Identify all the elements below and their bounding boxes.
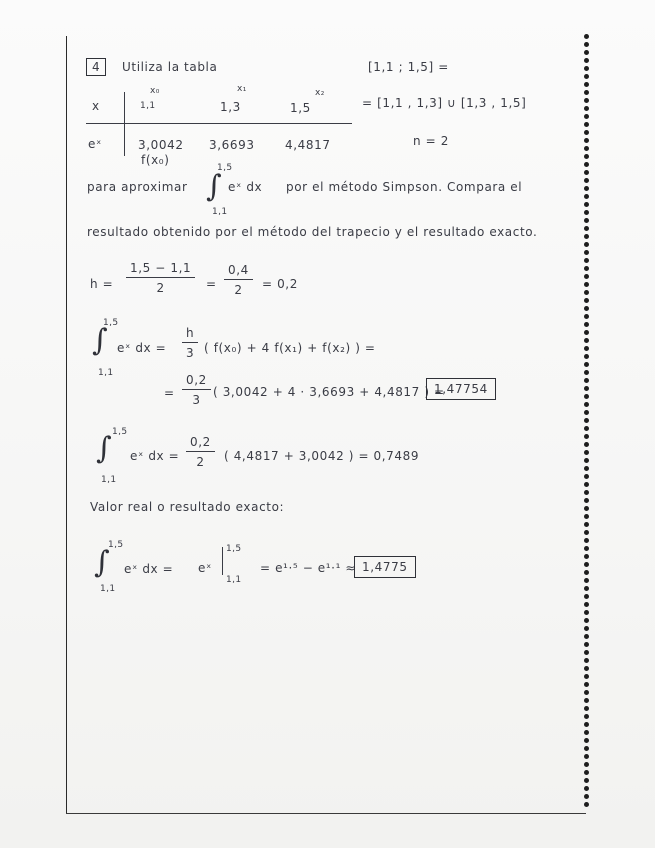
- spiral-hole: [584, 762, 589, 767]
- spiral-hole: [584, 570, 589, 575]
- spiral-hole: [584, 490, 589, 495]
- spiral-hole: [584, 666, 589, 671]
- spiral-hole: [584, 746, 589, 751]
- spiral-hole: [584, 234, 589, 239]
- simpson-upper-limit: 1,5: [103, 318, 119, 328]
- subinterval-expression: = [1,1 , 1,3] ∪ [1,3 , 1,5]: [362, 96, 527, 110]
- trapezoid-integral-sign: ∫: [96, 431, 112, 466]
- simpson-fraction-2-denominator: 3: [192, 393, 201, 407]
- exact-integral-sign: ∫: [94, 545, 110, 580]
- spiral-hole: [584, 282, 589, 287]
- spiral-hole: [584, 130, 589, 135]
- spiral-binding: [584, 34, 590, 814]
- h-fraction-1-denominator: 2: [156, 281, 165, 295]
- spiral-hole: [584, 538, 589, 543]
- spiral-hole: [584, 90, 589, 95]
- spiral-hole: [584, 146, 589, 151]
- spiral-hole: [584, 186, 589, 191]
- table-cell-fx0: 3,0042: [138, 138, 184, 152]
- spiral-hole: [584, 754, 589, 759]
- spiral-hole: [584, 586, 589, 591]
- spiral-hole: [584, 514, 589, 519]
- exact-integrand: eˣ dx =: [124, 562, 174, 576]
- trapezoid-fraction-denominator: 2: [196, 455, 205, 469]
- spiral-hole: [584, 34, 589, 39]
- spiral-hole: [584, 698, 589, 703]
- spiral-hole: [584, 290, 589, 295]
- table-row-x-label: x: [92, 99, 100, 113]
- spiral-hole: [584, 690, 589, 695]
- h-fraction-2: [224, 263, 253, 297]
- spiral-hole: [584, 378, 589, 383]
- table-header-x1: x₁: [237, 84, 247, 94]
- trapezoid-expansion: ( 4,4817 + 3,0042 ) = 0,7489: [224, 449, 420, 463]
- trapezoid-fraction: [186, 435, 215, 469]
- exact-lower-limit: 1,1: [100, 584, 116, 594]
- spiral-hole: [584, 802, 589, 807]
- spiral-hole: [584, 274, 589, 279]
- simpson-fraction-numerator: h: [182, 326, 198, 343]
- spiral-hole: [584, 498, 589, 503]
- spiral-hole: [584, 306, 589, 311]
- spiral-hole: [584, 658, 589, 663]
- spiral-hole: [584, 122, 589, 127]
- spiral-hole: [584, 266, 589, 271]
- spiral-hole: [584, 610, 589, 615]
- simpson-fraction-2-numerator: 0,2: [182, 373, 211, 390]
- spiral-hole: [584, 362, 589, 367]
- spiral-hole: [584, 434, 589, 439]
- trapezoid-lower-limit: 1,1: [101, 475, 117, 485]
- spiral-hole: [584, 458, 589, 463]
- spiral-hole: [584, 98, 589, 103]
- trapezoid-integrand: eˣ dx =: [130, 449, 180, 463]
- statement-lower-limit: 1,1: [212, 207, 228, 217]
- spiral-hole: [584, 426, 589, 431]
- spiral-hole: [584, 594, 589, 599]
- table-cell-x1: 1,3: [220, 100, 241, 114]
- spiral-hole: [584, 722, 589, 727]
- margin-line: [66, 36, 67, 814]
- spiral-hole: [584, 322, 589, 327]
- simpson-fraction-2: [182, 373, 211, 407]
- spiral-hole: [584, 354, 589, 359]
- spiral-hole: [584, 210, 589, 215]
- spiral-hole: [584, 338, 589, 343]
- problem-intro: Utiliza la tabla: [122, 60, 218, 74]
- evaluation-bracket: [222, 547, 223, 575]
- spiral-hole: [584, 450, 589, 455]
- exact-eval-upper: 1,5: [226, 544, 242, 554]
- spiral-hole: [584, 618, 589, 623]
- n-value: n = 2: [413, 134, 449, 148]
- table-cell-x2: 1,5: [290, 101, 311, 115]
- spiral-hole: [584, 298, 589, 303]
- statement-method: por el método Simpson. Compara el: [286, 180, 523, 194]
- spiral-hole: [584, 602, 589, 607]
- table-cell-fx2: 4,4817: [285, 138, 331, 152]
- h-result: = 0,2: [262, 277, 298, 291]
- spiral-hole: [584, 738, 589, 743]
- spiral-hole: [584, 730, 589, 735]
- exact-upper-limit: 1,5: [108, 540, 124, 550]
- bottom-edge-line: [66, 813, 586, 814]
- spiral-hole: [584, 50, 589, 55]
- spiral-hole: [584, 530, 589, 535]
- spiral-hole: [584, 466, 589, 471]
- spiral-hole: [584, 794, 589, 799]
- h-fraction-2-denominator: 2: [234, 283, 243, 297]
- h-equals: =: [206, 277, 217, 291]
- spiral-hole: [584, 114, 589, 119]
- spiral-hole: [584, 634, 589, 639]
- spiral-hole: [584, 642, 589, 647]
- statement-upper-limit: 1,5: [217, 163, 233, 173]
- table-horizontal-line: [86, 123, 352, 124]
- h-fraction-2-numerator: 0,4: [224, 263, 253, 280]
- spiral-hole: [584, 74, 589, 79]
- spiral-hole: [584, 226, 589, 231]
- spiral-hole: [584, 194, 589, 199]
- spiral-hole: [584, 162, 589, 167]
- spiral-hole: [584, 706, 589, 711]
- statement-integrand: eˣ dx: [228, 180, 263, 194]
- spiral-hole: [584, 82, 589, 87]
- simpson-expansion: ( 3,0042 + 4 · 3,6693 + 4,4817 ) =: [213, 385, 445, 399]
- table-cell-x0: 1,1: [140, 101, 156, 111]
- spiral-hole: [584, 330, 589, 335]
- table-header-x0: x₀: [150, 86, 160, 96]
- simpson-formula: ( f(x₀) + 4 f(x₁) + f(x₂) ) =: [204, 341, 376, 355]
- spiral-hole: [584, 506, 589, 511]
- spiral-hole: [584, 418, 589, 423]
- spiral-hole: [584, 66, 589, 71]
- spiral-hole: [584, 682, 589, 687]
- spiral-hole: [584, 674, 589, 679]
- spiral-hole: [584, 786, 589, 791]
- spiral-hole: [584, 250, 589, 255]
- table-vertical-line: [124, 92, 125, 156]
- spiral-hole: [584, 546, 589, 551]
- trapezoid-upper-limit: 1,5: [112, 427, 128, 437]
- spiral-hole: [584, 258, 589, 263]
- trapezoid-fraction-numerator: 0,2: [186, 435, 215, 452]
- spiral-hole: [584, 522, 589, 527]
- simpson-fraction: [182, 326, 198, 360]
- spiral-hole: [584, 386, 589, 391]
- simpson-fraction-denominator: 3: [185, 346, 195, 360]
- statement-integral-sign: ∫: [206, 169, 222, 204]
- spiral-hole: [584, 242, 589, 247]
- table-header-x2: x₂: [315, 88, 325, 98]
- spiral-hole: [584, 106, 589, 111]
- exact-result-box: 1,4775: [354, 556, 416, 578]
- spiral-hole: [584, 314, 589, 319]
- table-fx-note: f(x₀): [141, 153, 170, 167]
- spiral-hole: [584, 138, 589, 143]
- simpson-result-box: 1,47754: [426, 378, 496, 400]
- exact-eval-lower: 1,1: [226, 575, 242, 585]
- spiral-hole: [584, 346, 589, 351]
- spiral-hole: [584, 170, 589, 175]
- spiral-hole: [584, 202, 589, 207]
- h-fraction-1: [126, 261, 195, 295]
- simpson-integrand: eˣ dx =: [117, 341, 167, 355]
- spiral-hole: [584, 58, 589, 63]
- statement-line2: resultado obtenido por el método del trapecio y el resultado exacto.: [87, 225, 538, 239]
- spiral-hole: [584, 554, 589, 559]
- spiral-hole: [584, 474, 589, 479]
- exact-antiderivative: eˣ: [198, 561, 212, 575]
- spiral-hole: [584, 770, 589, 775]
- h-label: h =: [90, 277, 114, 291]
- table-row-fx-label: eˣ: [88, 137, 102, 151]
- spiral-hole: [584, 394, 589, 399]
- simpson-lower-limit: 1,1: [98, 368, 114, 378]
- spiral-hole: [584, 442, 589, 447]
- spiral-hole: [584, 178, 589, 183]
- spiral-hole: [584, 42, 589, 47]
- problem-number: 4: [86, 58, 106, 76]
- spiral-hole: [584, 714, 589, 719]
- interval-expression: [1,1 ; 1,5] =: [368, 60, 449, 74]
- spiral-hole: [584, 218, 589, 223]
- spiral-hole: [584, 370, 589, 375]
- exact-label: Valor real o resultado exacto:: [90, 500, 285, 514]
- spiral-hole: [584, 650, 589, 655]
- spiral-hole: [584, 154, 589, 159]
- simpson-integral-sign: ∫: [92, 323, 108, 358]
- spiral-hole: [584, 562, 589, 567]
- spiral-hole: [584, 578, 589, 583]
- spiral-hole: [584, 626, 589, 631]
- exact-expression: = e¹·⁵ − e¹·¹ ≈: [260, 561, 357, 575]
- h-fraction-1-numerator: 1,5 − 1,1: [126, 261, 195, 278]
- statement-intro: para aproximar: [87, 180, 188, 194]
- spiral-hole: [584, 778, 589, 783]
- table-cell-fx1: 3,6693: [209, 138, 255, 152]
- spiral-hole: [584, 402, 589, 407]
- spiral-hole: [584, 482, 589, 487]
- spiral-hole: [584, 410, 589, 415]
- simpson-equals: =: [164, 386, 175, 400]
